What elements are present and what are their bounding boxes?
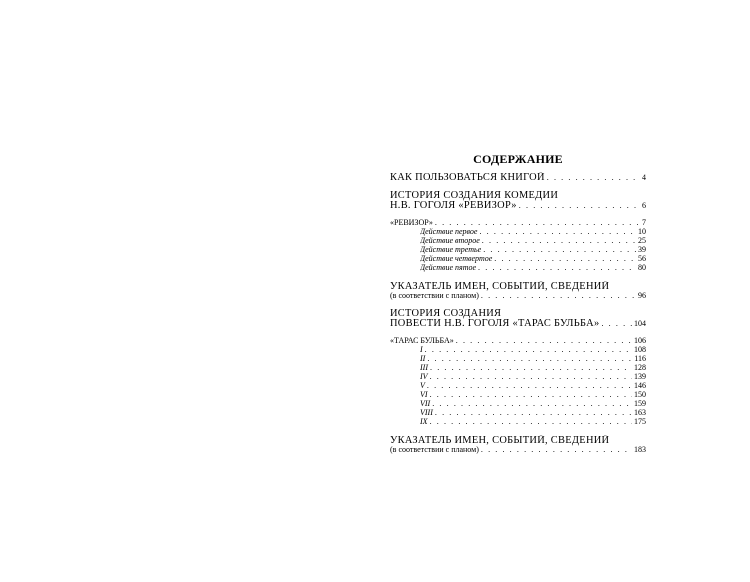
toc-entry-page: 10 <box>638 227 646 236</box>
toc-entry-page: 106 <box>634 336 646 345</box>
dot-leader <box>430 363 632 372</box>
toc-entry-label: (в соответствии с планом) <box>390 291 479 300</box>
toc-entry-index-1-line2 <box>390 291 646 303</box>
toc-entry-page: 128 <box>634 363 646 372</box>
dot-leader <box>601 319 632 328</box>
toc-entry-how-to-use <box>390 172 646 184</box>
toc-entry-label: УКАЗАТЕЛЬ ИМЕН, СОБЫТИЙ, СВЕДЕНИЙ <box>390 281 610 292</box>
toc-entry-page: 159 <box>634 399 646 408</box>
toc-entry-label: Действие пятое <box>420 263 477 272</box>
toc-entry-page: 4 <box>642 173 646 182</box>
dot-leader <box>481 291 636 300</box>
toc-entry-label: КАК ПОЛЬЗОВАТЬСЯ КНИГОЙ <box>390 172 545 183</box>
toc-entry-label: I <box>420 345 423 354</box>
dot-leader <box>482 236 636 245</box>
toc-entry-label: VI <box>420 390 428 399</box>
dot-leader <box>483 245 636 254</box>
dot-leader <box>430 417 632 426</box>
dot-leader <box>481 445 632 454</box>
toc-entry-page: 183 <box>634 445 646 454</box>
toc-entry-label: Действие второе <box>420 236 480 245</box>
toc-entry-page: 116 <box>634 354 646 363</box>
toc-entry-act-5 <box>420 263 646 275</box>
toc-entry-taras-history-line2 <box>390 318 646 330</box>
toc-entry-label: «ТАРАС БУЛЬБА» <box>390 336 454 345</box>
dot-leader <box>432 399 632 408</box>
toc-entry-page: 80 <box>638 263 646 272</box>
dot-leader <box>427 381 632 390</box>
toc-entry-page: 7 <box>642 218 646 227</box>
toc-entry-revizor-history-line2 <box>390 200 646 212</box>
toc-entry-page: 39 <box>638 245 646 254</box>
dot-leader <box>519 201 640 210</box>
toc-entry-label: V <box>420 381 425 390</box>
toc-entry-page: 96 <box>638 291 646 300</box>
dot-leader <box>425 345 632 354</box>
dot-leader <box>430 372 632 381</box>
toc-entry-page: 163 <box>634 408 646 417</box>
dot-leader <box>456 336 632 345</box>
toc-entry-label: IV <box>420 372 428 381</box>
toc-entry-index-2-line2 <box>390 445 646 457</box>
toc-entry-label: Действие третье <box>420 245 482 254</box>
toc-entry-label: IX <box>420 417 428 426</box>
dot-leader <box>494 254 636 263</box>
toc-entry-page: 150 <box>634 390 646 399</box>
dot-leader <box>427 354 632 363</box>
dot-leader <box>430 390 632 399</box>
dot-leader <box>478 263 636 272</box>
toc-entry-page: 146 <box>634 381 646 390</box>
toc-entry-page: 108 <box>634 345 646 354</box>
toc-entry-label: (в соответствии с планом) <box>390 445 479 454</box>
toc-entry-label: II <box>420 354 426 363</box>
toc-entry-page: 56 <box>638 254 646 263</box>
toc-entry-label: «РЕВИЗОР» <box>390 218 433 227</box>
toc-entry-label: Действие первое <box>420 227 478 236</box>
toc-title: СОДЕРЖАНИЕ <box>473 152 563 166</box>
toc-entry-label: УКАЗАТЕЛЬ ИМЕН, СОБЫТИЙ, СВЕДЕНИЙ <box>390 435 610 446</box>
toc-entry-page: 104 <box>634 319 646 328</box>
dot-leader <box>435 218 640 227</box>
toc-entry-label: VIII <box>420 408 433 417</box>
toc-entry-page: 139 <box>634 372 646 381</box>
dot-leader <box>547 173 640 182</box>
toc-entry-label: III <box>420 363 428 372</box>
toc-entry-label: ИСТОРИЯ СОЗДАНИЯ КОМЕДИИ <box>390 190 559 201</box>
toc-entry-label: VII <box>420 399 431 408</box>
toc-entry-label: ПОВЕСТИ Н.В. ГОГОЛЯ «ТАРАС БУЛЬБА» <box>390 318 600 329</box>
toc-entry-label: ИСТОРИЯ СОЗДАНИЯ <box>390 308 502 319</box>
toc-entry-page: 6 <box>642 201 646 210</box>
toc-entry-page: 175 <box>634 417 646 426</box>
toc-entry-label: Действие четвертое <box>420 254 493 263</box>
toc-entry-label: Н.В. ГОГОЛЯ «РЕВИЗОР» <box>390 200 517 211</box>
toc-entry-page: 25 <box>638 236 646 245</box>
dot-leader <box>479 227 636 236</box>
dot-leader <box>435 408 632 417</box>
toc-entry-chapter-9 <box>420 417 646 429</box>
